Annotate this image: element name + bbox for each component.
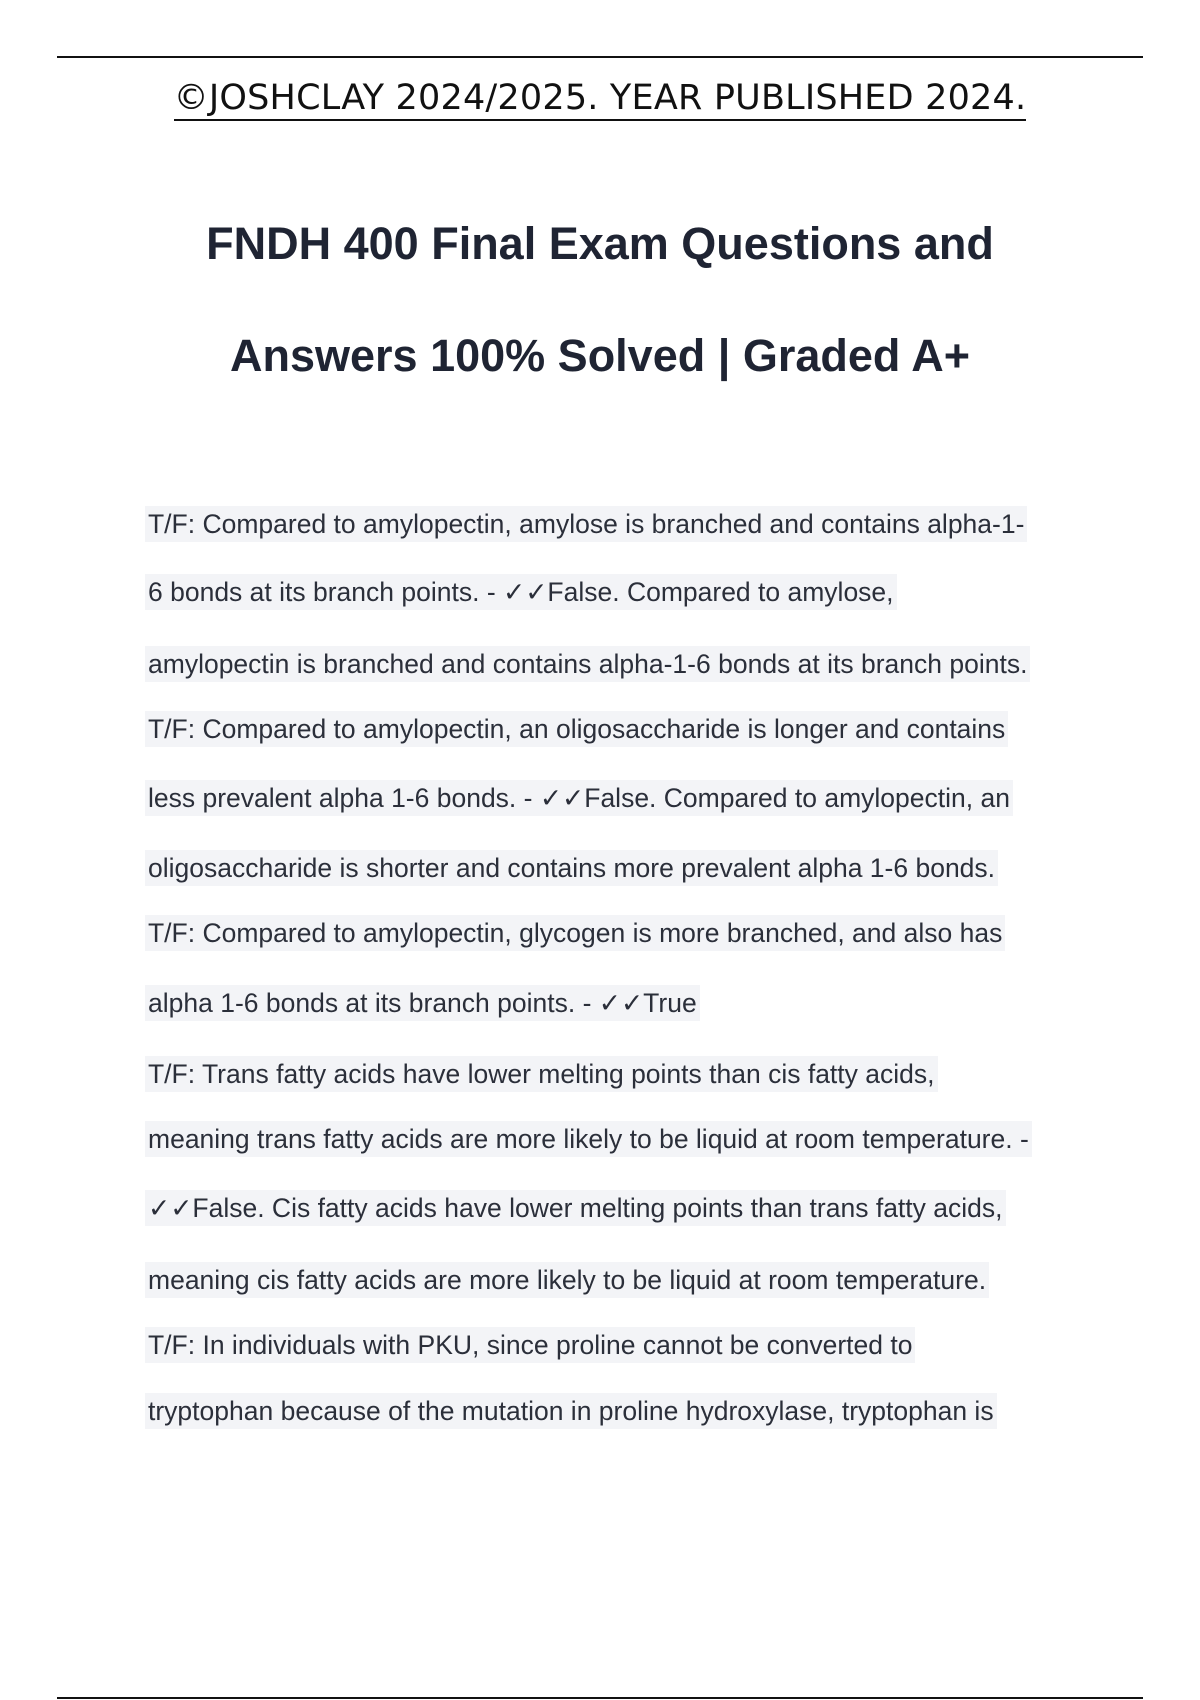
- body-line: meaning trans fatty acids are more likely to be liquid at room temperature. -: [145, 1121, 1032, 1157]
- body-line: meaning cis fatty acids are more likely to be liquid at room temperature.: [145, 1262, 989, 1298]
- copyright-text: ©JOSHCLAY 2024/2025. YEAR PUBLISHED 2024.: [174, 78, 1027, 121]
- document-title-line-2: Answers 100% Solved | Graded A+: [230, 330, 970, 381]
- body-line: ✓✓False. Cis fatty acids have lower melting points than trans fatty acids,: [145, 1190, 1006, 1226]
- body-line: T/F: Compared to amylopectin, amylose is branched and contains alpha-1-: [145, 506, 1027, 542]
- bottom-rule: [57, 1697, 1143, 1699]
- body-line: amylopectin is branched and contains alpha-1-6 bonds at its branch points.: [145, 646, 1030, 682]
- body-line: T/F: In individuals with PKU, since proline cannot be converted to: [145, 1327, 915, 1363]
- body-line: tryptophan because of the mutation in proline hydroxylase, tryptophan is: [145, 1393, 997, 1429]
- body-line: alpha 1-6 bonds at its branch points. - ✓✓True: [145, 985, 700, 1021]
- body-line: T/F: Trans fatty acids have lower melting points than cis fatty acids,: [145, 1056, 938, 1092]
- body-line: oligosaccharide is shorter and contains more prevalent alpha 1-6 bonds.: [145, 850, 998, 886]
- body-line: T/F: Compared to amylopectin, glycogen is more branched, and also has: [145, 915, 1005, 951]
- body-line: 6 bonds at its branch points. - ✓✓False. Compared to amylose,: [145, 574, 897, 610]
- top-rule: [57, 56, 1143, 58]
- body-line: T/F: Compared to amylopectin, an oligosaccharide is longer and contains: [145, 711, 1008, 747]
- copyright-header: [0, 78, 1200, 118]
- document-title-line-1: FNDH 400 Final Exam Questions and: [206, 218, 994, 269]
- body-line: less prevalent alpha 1-6 bonds. - ✓✓False. Compared to amylopectin, an: [145, 780, 1013, 816]
